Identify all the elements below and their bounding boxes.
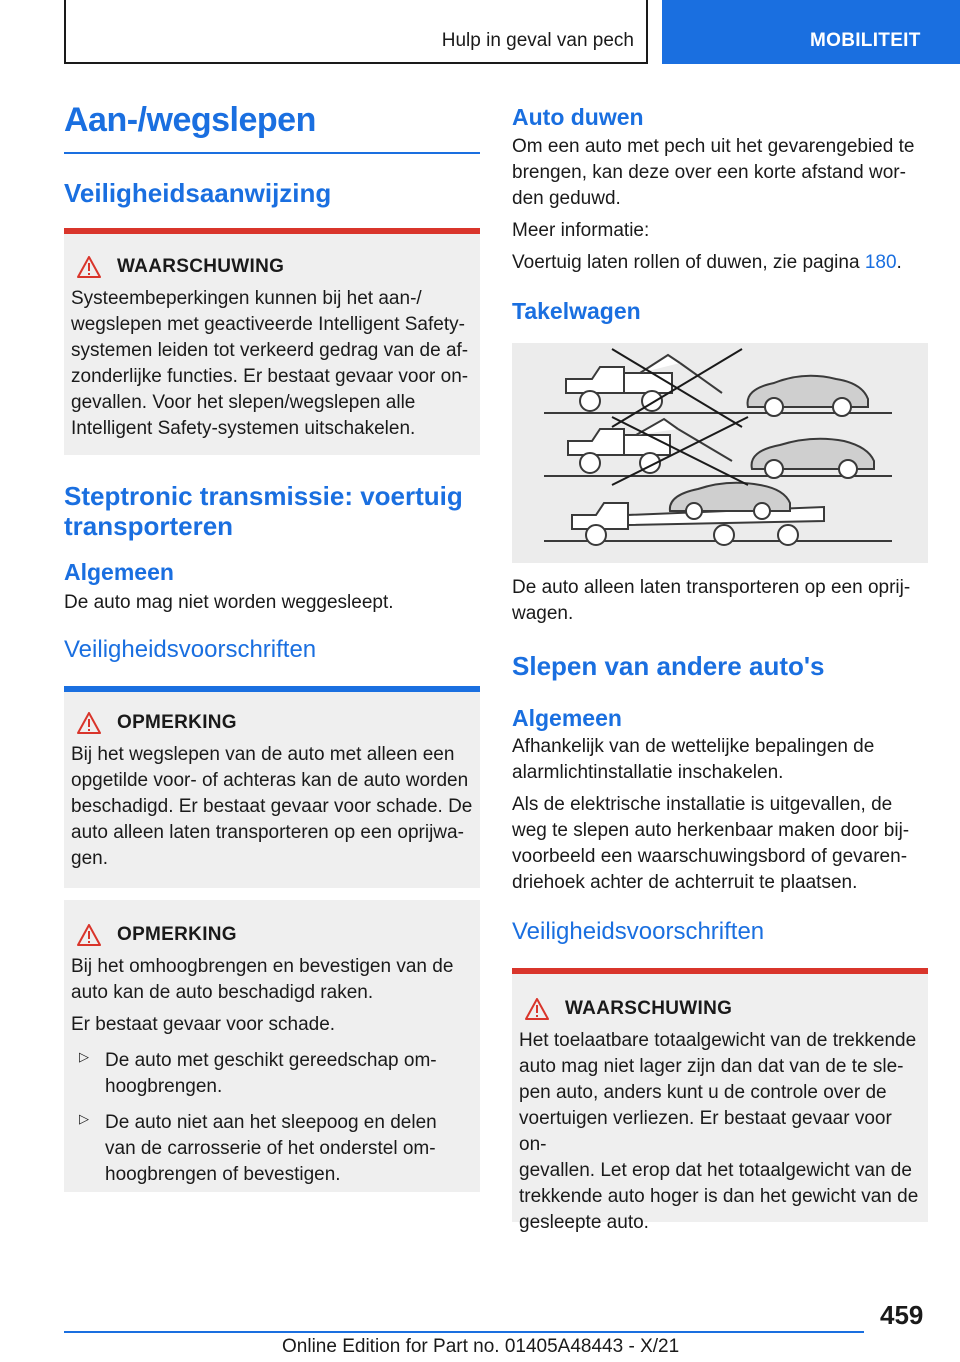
note-text-line: gen.	[71, 848, 108, 869]
page-title: Aan-/wegslepen	[64, 101, 316, 139]
steptronic-heading	[64, 481, 480, 541]
failure-text-line: driehoek achter de achterruit te plaatsen.	[512, 872, 858, 893]
header-section-tab	[64, 0, 648, 64]
warning-triangle-icon	[77, 712, 101, 734]
rules-heading: Veiligheidsvoorschriften	[64, 636, 317, 663]
warning-box-1	[64, 234, 480, 455]
note-header	[77, 710, 473, 736]
tow-text-line: wagen.	[512, 603, 574, 624]
warning-text-line: pen auto, anders kunt u de controle over de	[519, 1082, 887, 1103]
tow-truck-row-2	[568, 419, 874, 478]
page-reference	[512, 250, 928, 276]
footer-edition: Online Edition for Part no. 01405A48443 - X/21	[282, 1336, 680, 1357]
warning-text-line: zonderlijke functies. Er bestaat gevaar voor on-	[71, 366, 469, 387]
tow-truck-illustration	[512, 343, 928, 563]
header-chapter-tab	[662, 0, 960, 64]
steptronic-heading-line: Steptronic transmissie: voertuig	[64, 481, 463, 511]
tow-text-line: De auto alleen laten transporteren op een oprij-	[512, 577, 911, 598]
warning-text-line: trekkende auto hoger is dan het gewicht van de	[519, 1186, 919, 1207]
note-box-2	[64, 902, 480, 1192]
push-text-line: Om een auto met pech uit het gevarengebied te	[512, 136, 915, 157]
warning-text-line: Intelligent Safety-systemen uitschakelen.	[71, 418, 416, 439]
warning-text-line: Het toelaatbare totaalgewicht van de trekkende	[519, 1030, 917, 1051]
note-label: OPMERKING	[117, 712, 237, 733]
more-info-label: Meer informatie:	[512, 220, 650, 241]
tow-heading: Takelwagen	[512, 298, 641, 324]
bullet-triangle-icon: ▷	[79, 1049, 89, 1064]
warning-text-line: gesleepte auto.	[519, 1212, 649, 1233]
reference-text: Voertuig laten rollen of duwen, zie pagina	[512, 252, 865, 273]
warning-text-line: Systeembeperkingen kunnen bij het aan-/	[71, 288, 422, 309]
warning-text-line: gevallen. Voor het slepen/wegslepen alle	[71, 392, 416, 413]
warning-label: WAARSCHUWING	[117, 256, 285, 277]
warning-triangle-icon	[77, 924, 101, 946]
warning-text-line: auto mag niet lager zijn dan dat van de te sle-	[519, 1056, 904, 1077]
header-section-label: Hulp in geval van pech	[441, 30, 634, 51]
warning-header	[77, 254, 473, 280]
list-item	[71, 1106, 473, 1188]
bullet-line: De auto niet aan het sleepoog en delen	[105, 1112, 437, 1133]
general-heading: Algemeen	[512, 705, 622, 731]
warning-text-line: gevallen. Let erop dat het totaalgewicht van de	[519, 1160, 912, 1181]
right-column	[512, 100, 928, 1233]
bullet-triangle-icon: ▷	[79, 1111, 89, 1126]
prohibited-cross-marks	[612, 349, 748, 485]
reference-page-link[interactable]: 180	[864, 252, 897, 273]
failure-text-line: weg te slepen auto herkenbaar maken door bij-	[512, 820, 910, 841]
steptronic-heading-line: transporteren	[64, 511, 234, 541]
warning-label: WAARSCHUWING	[565, 998, 733, 1019]
warning-header	[525, 996, 921, 1022]
note-box-1	[64, 692, 480, 888]
footer-rule	[64, 1331, 864, 1333]
flatbed-truck-row-3	[572, 483, 824, 545]
warning-box-2	[512, 974, 928, 1233]
warning-text-line: voertuigen verliezen. Er bestaat gevaar voor on-	[519, 1108, 892, 1155]
note-text-line: auto alleen laten transporteren op een oprijwa-	[71, 822, 464, 843]
failure-text-line: voorbeeld een waarschuwingsbord of gevaren-	[512, 846, 908, 867]
note-text-line: beschadigd. Er bestaat gevaar voor schade. De	[71, 796, 473, 817]
bullet-line: hoogbrengen.	[105, 1076, 223, 1097]
note-text-line: Bij het omhoogbrengen en bevestigen van de	[71, 956, 454, 977]
note-header	[77, 922, 473, 948]
warning-triangle-icon	[77, 256, 101, 278]
general-text-line: Afhankelijk van de wettelijke bepalingen de	[512, 736, 875, 757]
note-text-line: Er bestaat gevaar voor schade.	[71, 1014, 336, 1035]
bullet-text	[105, 1048, 473, 1100]
general-text: De auto mag niet worden weggesleept.	[64, 592, 394, 613]
header-chapter-label: MOBILITEIT	[810, 30, 921, 51]
push-text-line: brengen, kan deze over een korte afstand wor-	[512, 162, 906, 183]
push-heading: Auto duwen	[512, 104, 644, 130]
title-rule	[64, 152, 480, 154]
bullet-text	[105, 1110, 473, 1188]
warning-triangle-icon	[525, 998, 549, 1020]
push-text-line: den geduwd.	[512, 188, 621, 209]
general-text-line: alarmlichtinstallatie inschakelen.	[512, 762, 784, 783]
general-heading: Algemeen	[64, 559, 174, 585]
note-text-line: opgetilde voor- of achteras kan de auto worden	[71, 770, 469, 791]
failure-text-line: Als de elektrische installatie is uitgevallen, de	[512, 794, 893, 815]
page-number: 459	[880, 1300, 924, 1330]
warning-text-line: wegslepen met geactiveerde Intelligent Safety-	[71, 314, 465, 335]
bullet-line: hoogbrengen of bevestigen.	[105, 1164, 341, 1185]
rules-heading: Veiligheidsvoorschriften	[512, 918, 765, 945]
note-text-line: Bij het wegslepen van de auto met alleen een	[71, 744, 455, 765]
list-item	[71, 1044, 473, 1100]
note-label: OPMERKING	[117, 924, 237, 945]
reference-end: .	[896, 252, 902, 273]
bullet-line: De auto met geschikt gereedschap om-	[105, 1050, 437, 1071]
tow-illustration-svg	[512, 343, 928, 563]
others-heading: Slepen van andere auto's	[512, 651, 825, 681]
note-text-line: auto kan de auto beschadigd raken.	[71, 982, 374, 1003]
bullet-line: van de carrosserie of het onderstel om-	[105, 1138, 436, 1159]
left-column	[64, 100, 480, 1192]
warning-text-line: systemen leiden tot verkeerd gedrag van de af-	[71, 340, 469, 361]
safety-heading: Veiligheidsaanwijzing	[64, 178, 332, 208]
